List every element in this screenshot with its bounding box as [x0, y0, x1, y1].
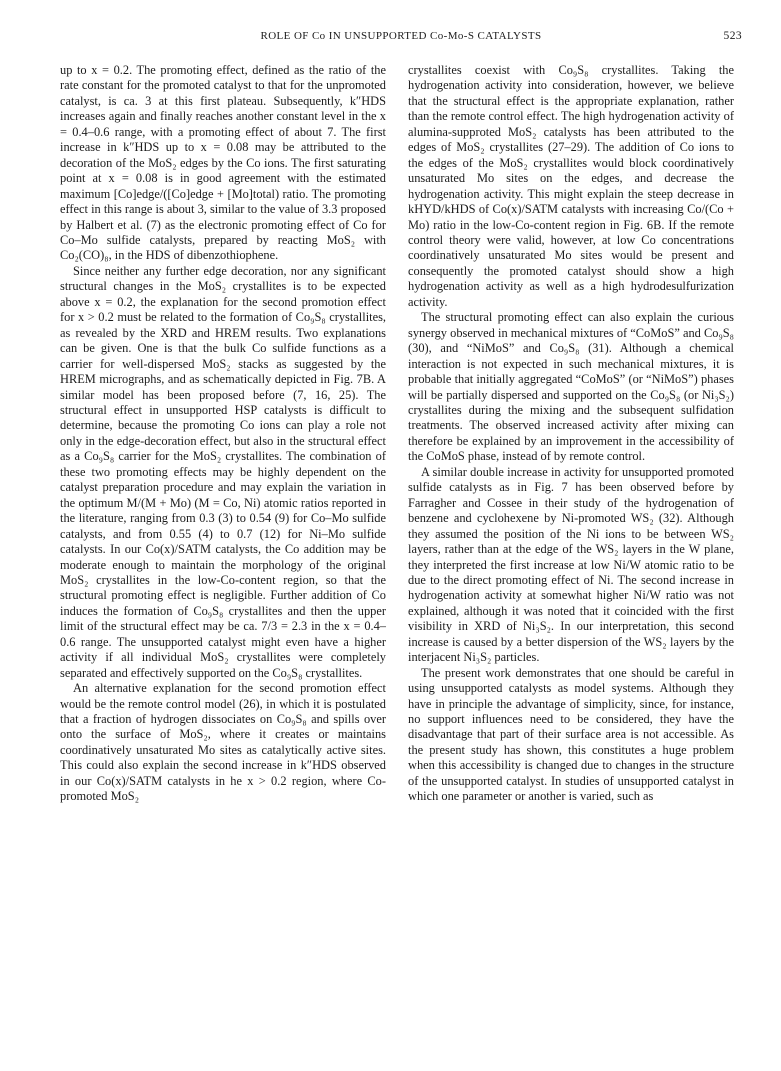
paragraph: A similar double increase in activity for unsupported promoted sulfide catalysts as in Fig. 7 has been observed before by Farragher and Cossee in their study of the hydrogenation of benzene and cyclohexene by Ni-promoted WS₂ (32). Although they assumed the position of the Ni ions to be between WS₂ layers, rather than at the edge of the WS₂ layers in the W plane, they interpreted the first increase at low Ni/W atomic ratio to be due to the direct promoting effect of Ni. The second increase in hydrogenation activity at somewhat higher Ni/W ratio was not explained, although it was noted that it coincided with the first visibility in XRD of Ni₃S₂. In our interpretation, this second increase is caused by a better dispersion of the WS₂ layers by the interjacent Ni₃S₂ particles.: [408, 464, 734, 665]
paragraph: An alternative explanation for the second promotion effect would be the remote control model (26), in which it is postulated that a fraction of hydrogen dissociates on Co₉S₈ and spills over onto the surface of MoS₂, where it creates or maintains coordinatively unsaturated Mo sites as catalytically active sites. This could also explain the second increase in k″HDS observed in our Co(x)/SATM catalysts in he x > 0.2 region, where Co-promoted MoS₂: [60, 681, 386, 804]
right-column: [408, 63, 734, 805]
paragraph: Since neither any further edge decoration, nor any significant structural changes in the MoS₂ crystallites is to be expected above x = 0.2, the explanation for the second promotion effect for x > 0.2 must be related to the formation of Co₉S₈ crystallites, as revealed by the XRD and HREM results. Two explanations can be given. One is that the bulk Co sulfide functions as a carrier for well-dispersed MoS₂ stacks as suggested by the HREM micrographs, and as schematically depicted in Fig. 7B. A similar model has been proposed before (7, 16, 25). The structural effect in unsupported HSP catalysts is difficult to determine, because the promoting Co ions can play a role not only in the edge-decoration effect, but also in the structural effect as a Co₉S₈ carrier for the MoS₂ crystallites. The combination of these two promoting effects may be highly dependent on the catalyst preparation procedure and may explain the variation in the optimum M/(M + Mo) (M = Co, Ni) atomic ratios reported in the literature, ranging from 0.3 (3) to 0.54 (9) for Co–Mo sulfide catalysts, and from 0.55 (4) to 0.7 (12) for Ni–Mo sulfide catalysts. In our Co(x)/SATM catalysts, the Co addition may be moderate enough to maintain the morphology of the original MoS₂ crystallites in the low-Co-content region, so that the structural promoting effect is negligible. Further addition of Co induces the formation of Co₉S₈ crystallites and then the upper limit of the structural effect may be ca. 7/3 = 2.3 in the x = 0.4–0.6 range. The unsupported catalyst might even have a higher activity if all individual MoS₂ crystallites were completely separated and effectively supported on the Co₉S₈ crystallites.: [60, 263, 386, 680]
paragraph: The structural promoting effect can also explain the curious synergy observed in mechanical mixtures of “CoMoS” and Co₉S₈ (30), and “NiMoS” and Co₉S₈ (31). Although a chemical interaction is not expected in such mechanical mixtures, it is probable that initially aggregated “CoMoS” (or “NiMoS”) phases will be partially dispersed and supported on the Co₉S₈ (or Ni₃S₂) crystallites during the mixing and the subsequent sulfidation treatments. The observed increased activity after mixing can therefore be explained by an improvement in the accessibility of the CoMoS phase, instead of by remote control.: [408, 310, 734, 464]
left-column: [60, 63, 386, 805]
paragraph: The present work demonstrates that one should be careful in using unsupported catalysts as model systems. Although they have in principle the advantage of simplicity, since, for instance, no support influences need to be considered, they have the disadvantage that part of their surface area is not accessible. As the present study has shown, this constitutes a huge problem when this accessibility is changed due to changes in the structure of the unsupported catalyst. In studies of unsupported catalyst in which one parameter or another is varied, such as: [408, 665, 734, 804]
running-header: [60, 30, 742, 46]
paragraph: crystallites coexist with Co₉S₈ crystallites. Taking the hydrogenation activity into consideration, however, we believe that the structural effect is the appropriate explanation, rather than the remote control effect. The high hydrogenation activity of alumina-supproted MoS₂ catalysts has been attributed to the edges of MoS₂ crystallites (27–29). The addition of Co ions to the edges of the MoS₂ crystallites would block coordinatively unsaturated Mo sites on the edges, and decrease the hydrogenation activity. This might explain the steep decrease in kHYD/kHDS of Co(x)/SATM catalysts with increasing Co/(Co + Mo) ratio in the low-Co-content region in Fig. 6B. If the remote control theory were valid, however, at low Co concentrations coordinatively unsaturated Mo sites would be present and consequently the promoted catalyst should show a high hydrogenation activity as well as a high hydrodesulfurization activity.: [408, 63, 734, 309]
running-title: ROLE OF Co IN UNSUPPORTED Co-Mo-S CATALYSTS: [260, 30, 542, 42]
paragraph: up to x = 0.2. The promoting effect, defined as the ratio of the rate constant for the promoted catalyst to that for the unpromoted catalyst, is ca. 3 at this first plateau. Subsequently, k″HDS increases again and finally reaches another constant level in the x = 0.4–0.6 range, with a promoting effect of about 7. The first increase in k″HDS up to x = 0.08 may be attributed to the decoration of the MoS₂ edges by the Co ions. The first saturating point at x = 0.08 is in good agreement with the estimated maximum [Co]edge/([Co]edge + [Mo]total) ratio. The promoting effect in this range is about 3, similar to the value of 3.3 proposed by Halbert et al. (7) as the electronic promoting effect of Co for Co–Mo sulfide catalysts, prepared by reacting MoS₂ with Co₂(CO)₈, in the HDS of dibenzothiophene.: [60, 63, 386, 263]
page-number: 523: [723, 30, 742, 42]
